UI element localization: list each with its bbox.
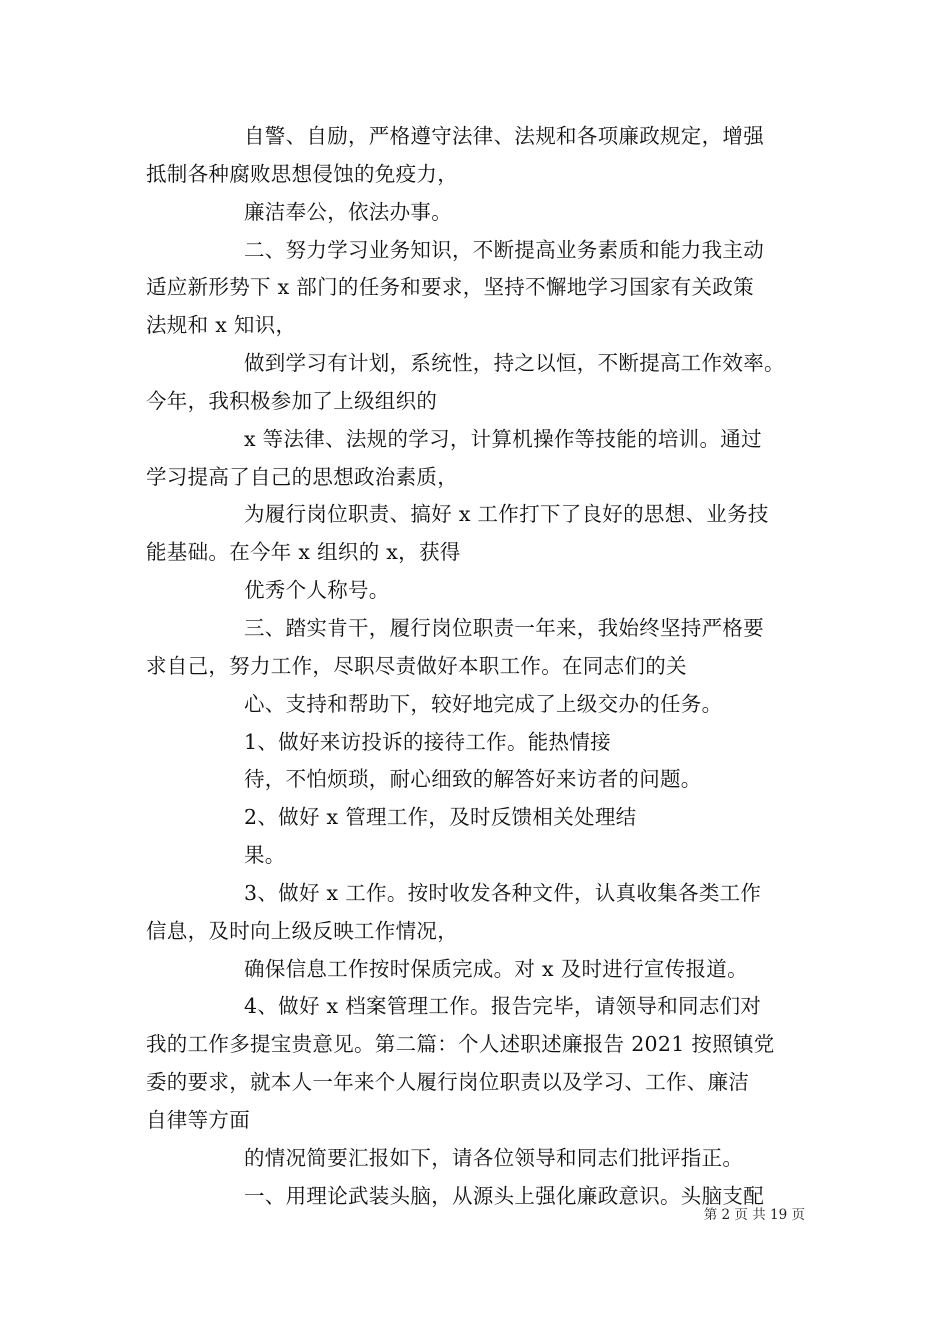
text-line: 委的要求，就本人一年来个人履行岗位职责以及学习、工作、廉洁 [146, 1070, 750, 1095]
body-text [146, 118, 826, 1215]
text-line: 一、用理论武装头脑，从源头上强化廉政意识。头脑支配 [244, 1183, 764, 1208]
text-line: 法规和 x 知识， [146, 313, 297, 338]
text-line: 二、努力学习业务知识，不断提高业务素质和能力我主动 [244, 237, 764, 262]
text-line: 果。 [244, 843, 286, 868]
text-line: 自警、自励，严格遵守法律、法规和各项廉政规定，增强 [244, 124, 764, 148]
text-line: 信息，及时向上级反映工作情况， [146, 918, 458, 943]
text-line: 廉洁奉公，依法办事。 [244, 199, 452, 224]
page-number: 第 2 页 共 19 页 [703, 1207, 805, 1223]
text-line: 抵制各种腐败思想侵蚀的免疫力， [146, 161, 458, 186]
text-line: 适应新形势下 x 部门的任务和要求，坚持不懈地学习国家有关政策 [146, 275, 754, 300]
text-line: 确保信息工作按时保质完成。对 x 及时进行宣传报道。 [244, 956, 748, 981]
text-line: 为履行岗位职责、搞好 x 工作打下了良好的思想、业务技 [244, 502, 769, 527]
text-line: 心、支持和帮助下，较好地完成了上级交办的任务。 [244, 691, 723, 716]
text-line: 能基础。在今年 x 组织的 x，获得 [146, 540, 461, 565]
text-line: 三、踏实肯干，履行岗位职责一年来，我始终坚持严格要 [244, 615, 764, 640]
text-line: 求自己，努力工作，尽职尽责做好本职工作。在同志们的关 [146, 653, 687, 678]
text-line: 2、做好 x 管理工作，及时反馈相关处理结 [244, 805, 637, 830]
text-line: 待，不怕烦琐，耐心细致的解答好来访者的问题。 [244, 767, 702, 792]
text-line: 的情况简要汇报如下，请各位领导和同志们批评指正。 [244, 1145, 744, 1170]
text-line: 今年，我积极参加了上级组织的 [146, 388, 438, 413]
text-line: 优秀个人称号。 [244, 578, 390, 603]
text-line: 1、做好来访投诉的接待工作。能热情接 [244, 729, 611, 754]
text-line: 自律等方面 [146, 1107, 250, 1132]
text-line: 3、做好 x 工作。按时收发各种文件，认真收集各类工作 [244, 880, 762, 905]
text-line: 学习提高了自己的思想政治素质， [146, 464, 458, 489]
text-line: 我的工作多提宝贵意见。第二篇：个人述职述廉报告 2021 按照镇党 [146, 1032, 775, 1057]
text-line: 4、做好 x 档案管理工作。报告完毕，请领导和同志们对 [244, 994, 762, 1019]
text-line: 做到学习有计划，系统性，持之以恒，不断提高工作效率。 [244, 351, 785, 376]
text-line: x 等法律、法规的学习，计算机操作等技能的培训。通过 [244, 426, 762, 451]
